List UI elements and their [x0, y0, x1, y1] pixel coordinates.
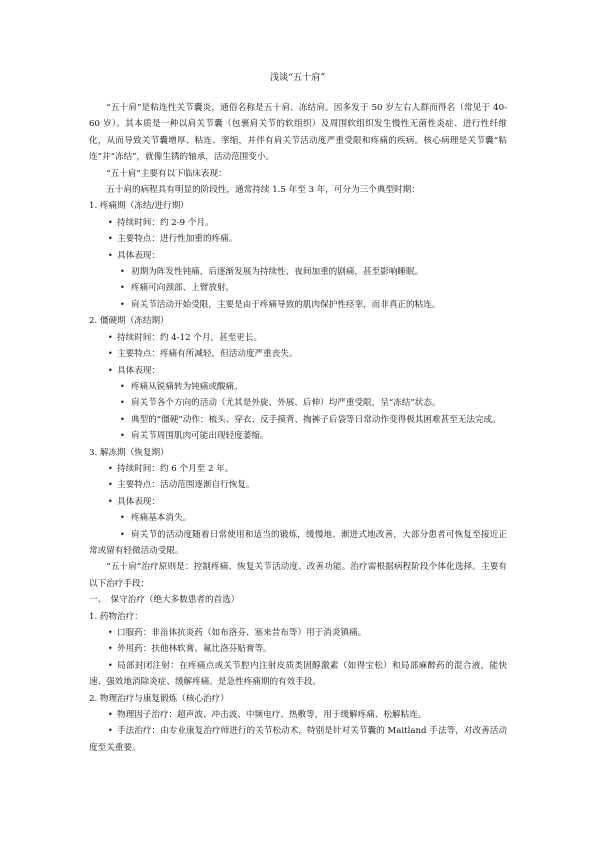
- document-title: 浅谈“五十肩”: [269, 72, 326, 83]
- bullet-icon: •: [120, 381, 125, 391]
- bullet-icon: •: [108, 365, 113, 375]
- list-item: [89, 231, 507, 247]
- list-item: [89, 395, 507, 411]
- stage3-feature: 主要特点：活动范围逐渐自行恢复。: [117, 480, 255, 491]
- stage2-symptom: 肩关节周围肌肉可能出现轻度萎缩。: [131, 431, 269, 442]
- drug-injection: 局部封闭注射：在疼痛点或关节腔内注射皮质类固醇激素（如得宝松）和局部麻醉药的混合液，能快速、强效地消除炎症、缓解疼痛。是急性疼痛期的有效手段。: [89, 660, 507, 688]
- bullet-icon: •: [108, 349, 113, 359]
- stage2-symptom: 典型的“僵硬”动作：梳头、穿衣、反手摸背、掏裤子后袋等日常动作变得极其困难甚至无法完成。: [131, 414, 501, 425]
- bullet-icon: •: [120, 414, 125, 424]
- list-item: [89, 494, 507, 510]
- list-item: [89, 510, 507, 526]
- document-body: [89, 100, 507, 756]
- list-item: [89, 346, 507, 362]
- stage2-symptoms-label: 具体表现：: [117, 365, 160, 376]
- stage2-duration: 持续时间：约 4-12 个月，甚至更长。: [117, 332, 263, 343]
- stage1-symptoms-label: 具体表现：: [117, 250, 160, 261]
- stage3-heading: 3. 解冻期（恢复期）: [89, 447, 169, 458]
- bullet-icon: •: [108, 217, 113, 227]
- stage2-feature: 主要特点：疼痛有所减轻，但活动度严重丧失。: [117, 349, 298, 360]
- treatment-intro: “五十肩”治疗原则是：控制疼痛、恢复关节活动度、改善功能。治疗需根据病程阶段个体化选择。主要有以下治疗手段：: [89, 562, 507, 589]
- drug-oral: 口服药：非甾体抗炎药（如布洛芬、塞来昔布等）用于消炎镇痛。: [117, 628, 367, 638]
- bullet-icon: •: [108, 496, 113, 506]
- clinical-intro: “五十肩”主要有以下临床表现：: [106, 168, 227, 179]
- list-item: [89, 248, 507, 264]
- stage3-symptom: 肩关节的活动度随着日常使用和适当的锻炼，缓慢地、渐进式地改善，大部分患者可恢复至接近正常或留有轻微活动受限。: [89, 529, 507, 556]
- list-item: [89, 707, 507, 723]
- bullet-icon: •: [120, 513, 125, 523]
- stage3-symptoms-label: 具体表现：: [117, 496, 160, 507]
- list-item: [89, 641, 507, 657]
- stage1-symptom: 初期为阵发性钝痛，后逐渐发展为持续性、夜间加重的剧痛，甚至影响睡眠。: [131, 267, 424, 278]
- list-item: [89, 379, 507, 395]
- list-item: [89, 461, 507, 477]
- stage1-symptom: 疼痛可向颈部、上臂放射。: [131, 283, 235, 294]
- bullet-icon: •: [108, 644, 113, 654]
- bullet-icon: •: [120, 398, 125, 408]
- stage1-duration: 持续时间：约 2-9 个月。: [117, 217, 214, 228]
- physio-factor: 物理因子治疗：超声波、冲击波、中频电疗、热敷等，用于缓解疼痛、松解粘连。: [117, 710, 427, 721]
- stage3-symptom: 疼痛基本消失。: [131, 513, 192, 524]
- stage1-heading: 1. 疼痛期（冻结/进行期）: [89, 201, 189, 212]
- conservative-heading: 一、 保守治疗（绝大多数患者的首选）: [89, 595, 240, 606]
- list-item: [89, 477, 507, 493]
- stages-intro: 五十肩的病程具有明显的阶段性，通常持续 1.5 年至 3 年，可分为三个典型时期：: [106, 185, 420, 196]
- drug-topical: 外用药：扶他林软膏、氟比洛芬贴膏等。: [117, 644, 272, 655]
- bullet-icon: •: [108, 234, 113, 244]
- list-item: [89, 527, 507, 560]
- stage2-symptom: 肩关节各个方向的活动（尤其是外旋、外展、后伸）均严重受限，呈“冻结”状态。: [131, 398, 441, 409]
- list-item: [89, 723, 507, 756]
- stage2-heading: 2. 僵硬期（冻结期）: [89, 316, 169, 327]
- list-item: [89, 215, 507, 231]
- bullet-icon: •: [108, 463, 113, 473]
- bullet-icon: •: [120, 267, 125, 277]
- bullet-icon: •: [120, 529, 125, 539]
- drug-heading: 1. 药物治疗：: [89, 611, 143, 622]
- physio-manual: 手法治疗：由专业康复治疗师进行的关节松动术，特别是针对关节囊的 Maitland 手法等，对改善活动度至关重要。: [89, 726, 507, 753]
- list-item: [89, 280, 507, 296]
- bullet-icon: •: [120, 431, 125, 441]
- stage1-symptom: 肩关节活动开始受限，主要是由于疼痛导致的肌肉保护性痉挛，而非真正的粘连。: [131, 299, 441, 310]
- list-item: [89, 625, 507, 641]
- bullet-icon: •: [108, 710, 113, 720]
- bullet-icon: •: [120, 299, 125, 309]
- stage1-feature: 主要特点：进行性加重的疼痛。: [117, 234, 238, 245]
- bullet-icon: •: [108, 250, 113, 260]
- bullet-icon: •: [108, 332, 113, 342]
- list-item: [89, 658, 507, 691]
- list-item: [89, 412, 507, 428]
- bullet-icon: •: [120, 283, 125, 293]
- list-item: [89, 297, 507, 313]
- bullet-icon: •: [108, 480, 113, 490]
- intro-paragraph: “五十肩”是粘连性关节囊炎，通俗名称是五十肩、冻结肩。因多发于 50 岁左右人群而得名（常见于 40-60 岁）。其本质是一种以肩关节囊（包裹肩关节的软组织）及周围软组织发生慢性无菌性炎症、进行性纤维化，从而导致关节囊增厚、粘连、挛缩，并伴有肩关节活动度严重受限和疼痛的疾病。核心病理是关节囊“粘连”并“冻结”，就像生锈的轴承，活动范围变小。: [89, 103, 507, 163]
- stage3-duration: 持续时间：约 6 个月至 2 年。: [117, 463, 234, 474]
- bullet-icon: •: [108, 628, 113, 637]
- physio-heading: 2. 物理治疗与康复锻炼（核心治疗）: [89, 693, 229, 704]
- bullet-icon: •: [108, 726, 113, 736]
- list-item: [89, 363, 507, 379]
- list-item: [89, 330, 507, 346]
- list-item: [89, 428, 507, 444]
- list-item: [89, 264, 507, 280]
- stage2-symptom: 疼痛从锐痛转为钝痛或酸痛。: [131, 381, 243, 392]
- bullet-icon: •: [108, 660, 113, 670]
